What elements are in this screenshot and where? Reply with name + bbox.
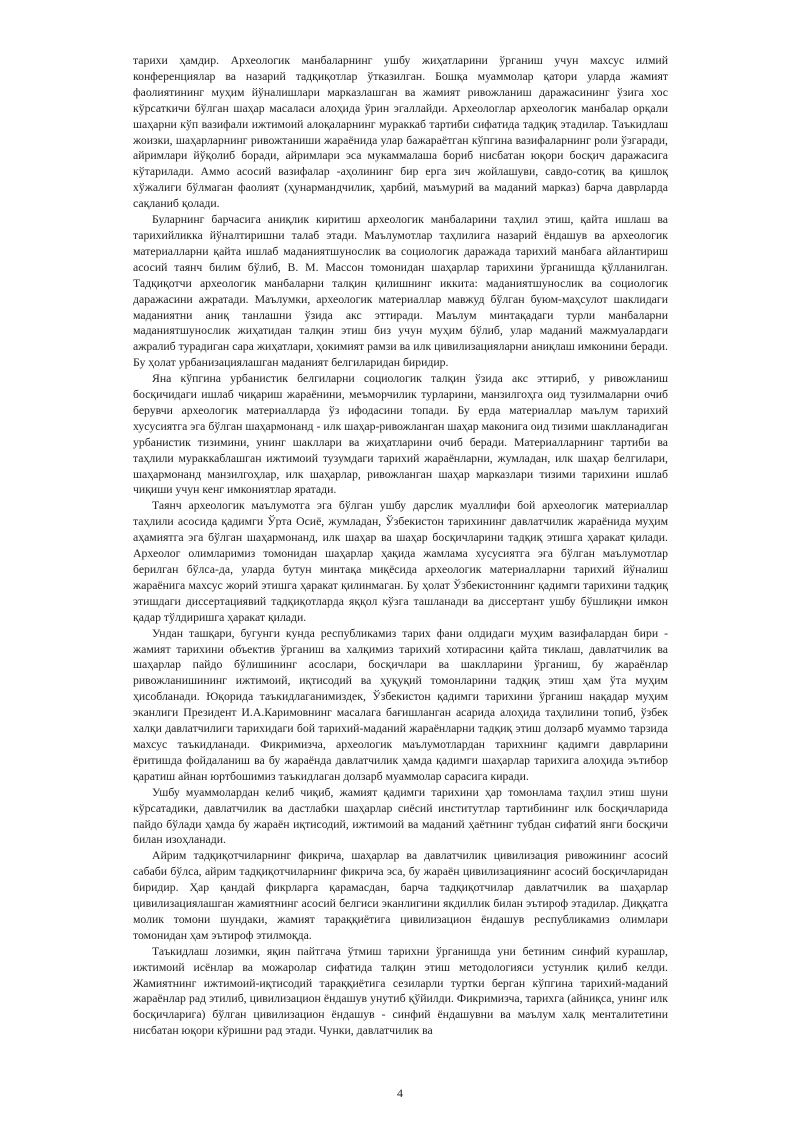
paragraph: Айрим тадқиқотчиларнинг фикрича, шаҳарлар ва давлатчилик цивилизация ривожининг асосий сабаби бўлса, айрим тадқиқотчиларнинг фикрича эса, бу жараён цивилизациянинг асосий босқичларидан биридир. Ҳар қандай фикрларга қарамасдан, барча тадқиқотчилар давлатчилик ва шаҳарлар цивилизациялашган жамиятнинг асосий белгиси эканлигини якдиллик билан эътироф этадилар. Диққатга молик томони шундаки, жамият тараққиётига цивилизацион ёндашув республикамиз олимлари томонидан ҳам эътироф этилмоқда.: [133, 849, 668, 942]
paragraph: Яна кўпгина урбанистик белгиларни социологик талқин ўзида акс эттириб, у ривожланиш босқичидаги ишлаб чиқариш жараёнини, меъморчилик турларини, манзилгоҳга оид тузилмаларни очиб берувчи археологик материалларда ўз ифодасини топади. Бу ерда материаллар маълум тарихий хусусиятга эга бўлган шаҳармонанд - илк шаҳар-ривожланган шаҳар маконига оид тизими шаклланадиган урбанистик тизимини, унинг шакллари ва жиҳатларини очиб беради. Материалларнинг тартиби ва таҳлили мураккаблашган ижтимоий тузумдаги тарихий жараёнларни, жумладан, илк шаҳар белгилари, шаҳармонанд манзилгоҳлар, илк шаҳарлар, ривожланган шаҳар марказлари тизими тарихини ишлаб чиқиши учун кенг имкониятлар яратади.: [133, 372, 668, 497]
paragraph: Таъкидлаш лозимки, яқин пайтгача ўтмиш тарихни ўрганишда уни бетиним синфий курашлар, ижтимоий исёнлар ва можаролар сифатида талқин этиш методологияси устунлик қилиб келди. Жамиятнинг ижтимоий-иқтисодий тараққиётига сезиларли туртки берган кўпгина тарихий-маданий жараёнлар рад этилиб, цивилизацион ёндашув унутиб қўйилди. Фикримизча, тарихга (айниқса, унинг илк босқичларига) бўлган цивилизацион ёндашув - синфий ёндашувни ва маълум халқ менталитетини нисбатан юқори кўришни рад этади. Чунки, давлатчилик ва: [133, 944, 668, 1038]
paragraph: Ундан ташқари, бугунги кунда республикамиз тарих фани олдидаги муҳим вазифалардан бири - жамият тарихини объектив ўрганиш ва халқимиз тарихий хотирасини қайта тиклаш, давлатчилик ва шаҳарлар пайдо бўлишининг асослари, босқичлари ва шаклларини ўрганиш, бу жараёнлар ривожланишининг ижтимоий, иқтисодий ва ҳуқуқий томонларини тадқиқ этиш ҳам ўта муҳим ҳисобланади. Юқорида таъкидлаганимиздек, Ўзбекистон қадимги тарихини ўрганиш нақадар муҳим эканлиги Президент И.А.Каримовнинг масалага бағишланган асарида алоҳида таҳлилини топиб, ўзбек халқи давлатчилиги тарихидаги бой тарихий-маданий жараёнларни тадқиқ этиш долзарб муаммо тарзида махсус таъкидланади. Фикримизча, археологик маълумотлардан тарихнинг қадимги даврларини ёритишда фойдаланиш ва бу жараёнда давлатчилик ҳамда қадимги шаҳарлар тарихига алоҳида эътибор қаратиш айнан юртбошимиз таъкидлаган долзарб муаммолар сарасига киради.: [133, 626, 668, 783]
paragraph: Таянч археологик маълумотга эга бўлган ушбу дарслик муаллифи бой археологик материаллар таҳлили асосида қадимги Ўрта Осиё, жумладан, Ўзбекистон тарихининг давлатчилик жараёнида муҳим аҳамиятга эга бўлган шаҳармонанд, илк шаҳар ва шаҳар босқичларини тадқиқ этишга ҳаракат қилади. Археолог олимларимиз томонидан шаҳарлар ҳақида жамлама хусусиятга эга бўлган маълумотлар берилган бўлса-да, уларда бутун минтақа миқёсида археологик материалларни тарихий йўналиш жараёнига махсус жорий этишга ҳаракат қилинмаган. Бу ҳолат Ўзбекистоннинг қадимги тарихини тадқиқ этишдаги диссертациявий тадқиқотларда яққол кўзга ташланади ва диссертант ушбу бўшлиқни имкон қадар тўлдиришга ҳаракат қилади.: [133, 499, 668, 624]
paragraph-continuation: тарихи ҳамдир. Археологик манбаларнинг ушбу жиҳатларини ўрганиш учун махсус илмий конференциялар ва назарий тадқиқотлар ўтказилган. Бошқа муаммолар қатори уларда жамият фаолиятининг муҳим йўналишлари марказлашган ва жамият ривожланиш даражасининг ўзига хос кўрсаткичи бўлган шаҳар масаласи алоҳида ўрин эгаллайди. Археологлар археологик манбалар орқали шаҳарни кўп вазифали ижтимоий алоқаларнинг мураккаб тартиби сифатида тадқиқ этадилар. Таъкидлаш жоизки, шаҳарларнинг ривожтаниши жараёнида улар бажараётган кўпгина вазифаларнинг роли ўзгаради, айримлари йўқолиб боради, айримлари эса мукаммалаша бориб нисбатан юқори босқич даражасига кўтарилади. Аммо асосий вазифалар -аҳолининг бир ерга зич жойлашуви, савдо-сотиқ ва қишлоқ хўжалиги бўлмаган фаолият (ҳунармандчилик, ҳарбий, маъмурий ва маданий марказ) барча даврларда сақланиб қолади.: [133, 54, 668, 211]
paragraph: Ушбу муаммолардан келиб чиқиб, жамият қадимги тарихини ҳар томонлама таҳлил этиш шуни кўрсатадики, давлатчилик ва дастлабки шаҳарлар сиёсий институтлар тартибининг илк босқичларида пайдо бўлади ҳамда бу жараён иқтисодий, ижтимоий ва маданий ҳаётнинг тубдан сифатий янги босқичи билан изоҳланади.: [133, 785, 668, 847]
page-number: 4: [397, 1086, 403, 1100]
paragraph: Буларнинг барчасига аниқлик киритиш археологик манбаларини таҳлил этиш, қайта ишлаш ва тарихийликка йўналтиришни талаб этади. Маълумотлар таҳлилига назарий ёндашув ва археологик материалларни қайта ишлаб маданиятшунослик ва социологик даражада тарихий манбага айлантириш асосий таянч билим бўлиб, В. М. Массон томонидан шаҳарлар тарихини ўрганишда қўлланилган. Тадқиқотчи археологик манбаларни талқин қилишнинг иккита: маданиятшунослик ва социологик даражасини ажратади. Маълумки, археологик материаллар мавжуд бўлган буюм-маҳсулот шаклидаги маданиятни аниқ танлашни ўзида акс эттиради. Маълум минтақадаги турли манбаларни маданиятшунослик жиҳатидан талқин этиш биз учун муҳим бўлиб, улар маданий мажмуалардаги ажралиб турадиган сара жиҳатлари, ҳокимият рамзи ва илк цивилизацияларни аниқлаш имконини беради. Бу ҳолат урбанизациялашган маданият белгиларидан биридир.: [133, 213, 668, 370]
body-text: [133, 53, 668, 1039]
